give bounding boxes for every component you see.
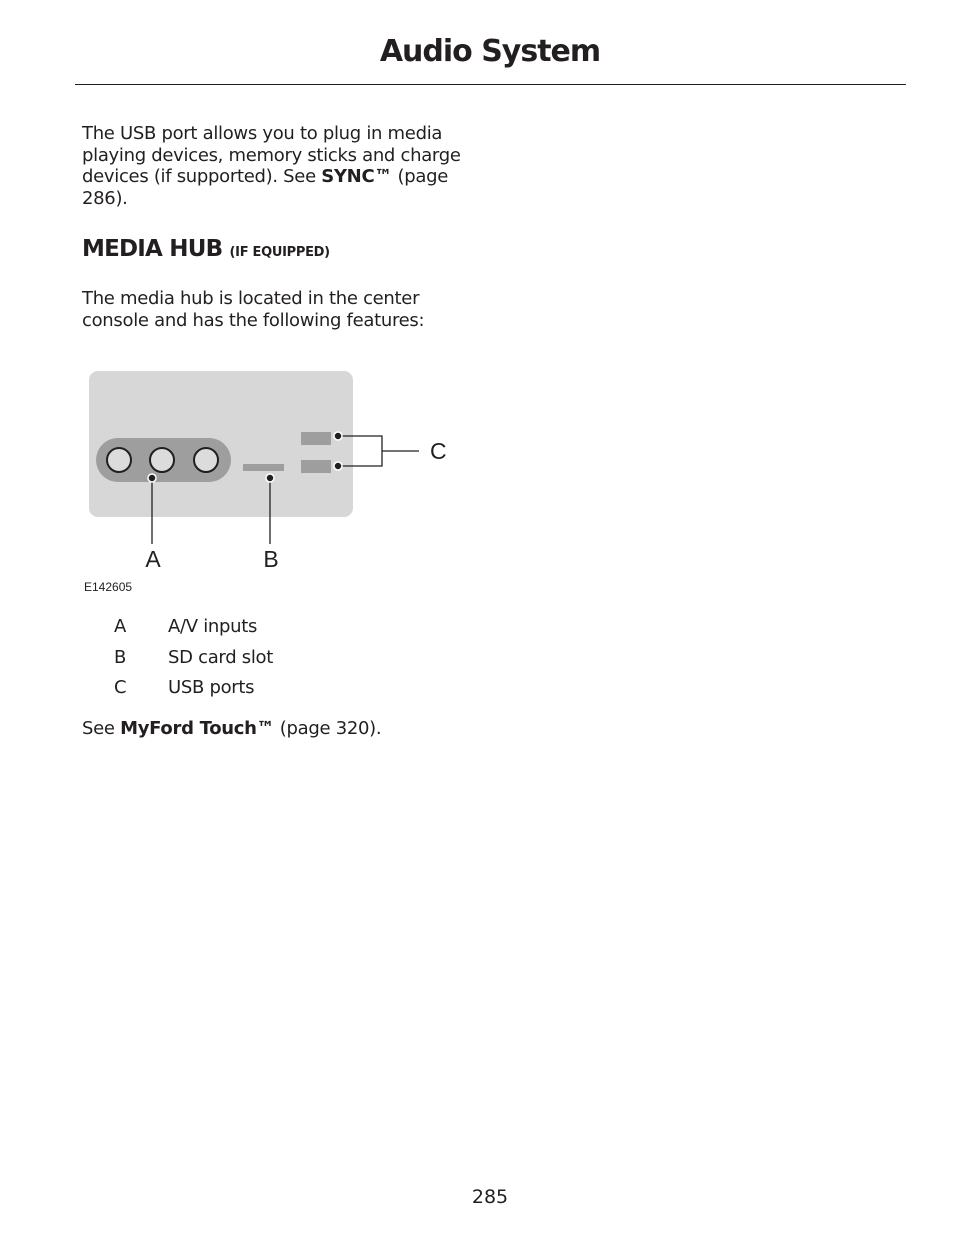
legend-item bbox=[114, 677, 273, 708]
section-heading-text: MEDIA HUB bbox=[82, 236, 223, 262]
figure-id: E142605 bbox=[84, 580, 133, 594]
usb-port-2 bbox=[301, 460, 331, 473]
see-also-text-before: See bbox=[82, 718, 121, 739]
intro-text-after: (page 286). bbox=[82, 166, 448, 209]
media-hub-description: The media hub is located in the center console and has the following features: bbox=[82, 288, 425, 331]
legend-label: SD card slot bbox=[168, 646, 274, 668]
usb-port-1 bbox=[301, 432, 331, 445]
see-also-paragraph bbox=[82, 718, 482, 740]
title-divider bbox=[75, 84, 906, 85]
legend-key: B bbox=[114, 646, 127, 668]
av-input-jack-3 bbox=[194, 448, 218, 472]
page-number: 285 bbox=[471, 1186, 509, 1208]
figure-legend bbox=[114, 616, 273, 708]
intro-paragraph bbox=[82, 123, 482, 209]
sd-card-slot bbox=[243, 464, 284, 471]
callout-label-a: A bbox=[145, 546, 161, 572]
callout-label-b: B bbox=[263, 546, 279, 572]
intro-text-before: The USB port allows you to plug in media playing devices, memory sticks and charge devices (if supported). See bbox=[82, 123, 461, 187]
legend-key: A bbox=[114, 616, 127, 637]
legend-label: A/V inputs bbox=[168, 616, 258, 637]
legend-item bbox=[114, 616, 273, 647]
av-input-jack-2 bbox=[150, 448, 174, 472]
av-input-jack-1 bbox=[107, 448, 131, 472]
sync-reference-link[interactable]: SYNC™ bbox=[321, 166, 393, 187]
myford-touch-reference-link[interactable]: MyFord Touch™ bbox=[120, 718, 275, 739]
see-also-text-after: (page 320). bbox=[274, 718, 382, 739]
callout-label-c: C bbox=[430, 438, 447, 464]
section-qualifier: (IF EQUIPPED) bbox=[229, 245, 330, 260]
legend-key: C bbox=[114, 677, 127, 698]
legend-label: USB ports bbox=[168, 677, 255, 698]
section-heading bbox=[82, 236, 330, 262]
media-hub-illustration bbox=[82, 360, 462, 600]
page-title: Audio System bbox=[379, 34, 601, 69]
legend-item bbox=[114, 647, 273, 678]
